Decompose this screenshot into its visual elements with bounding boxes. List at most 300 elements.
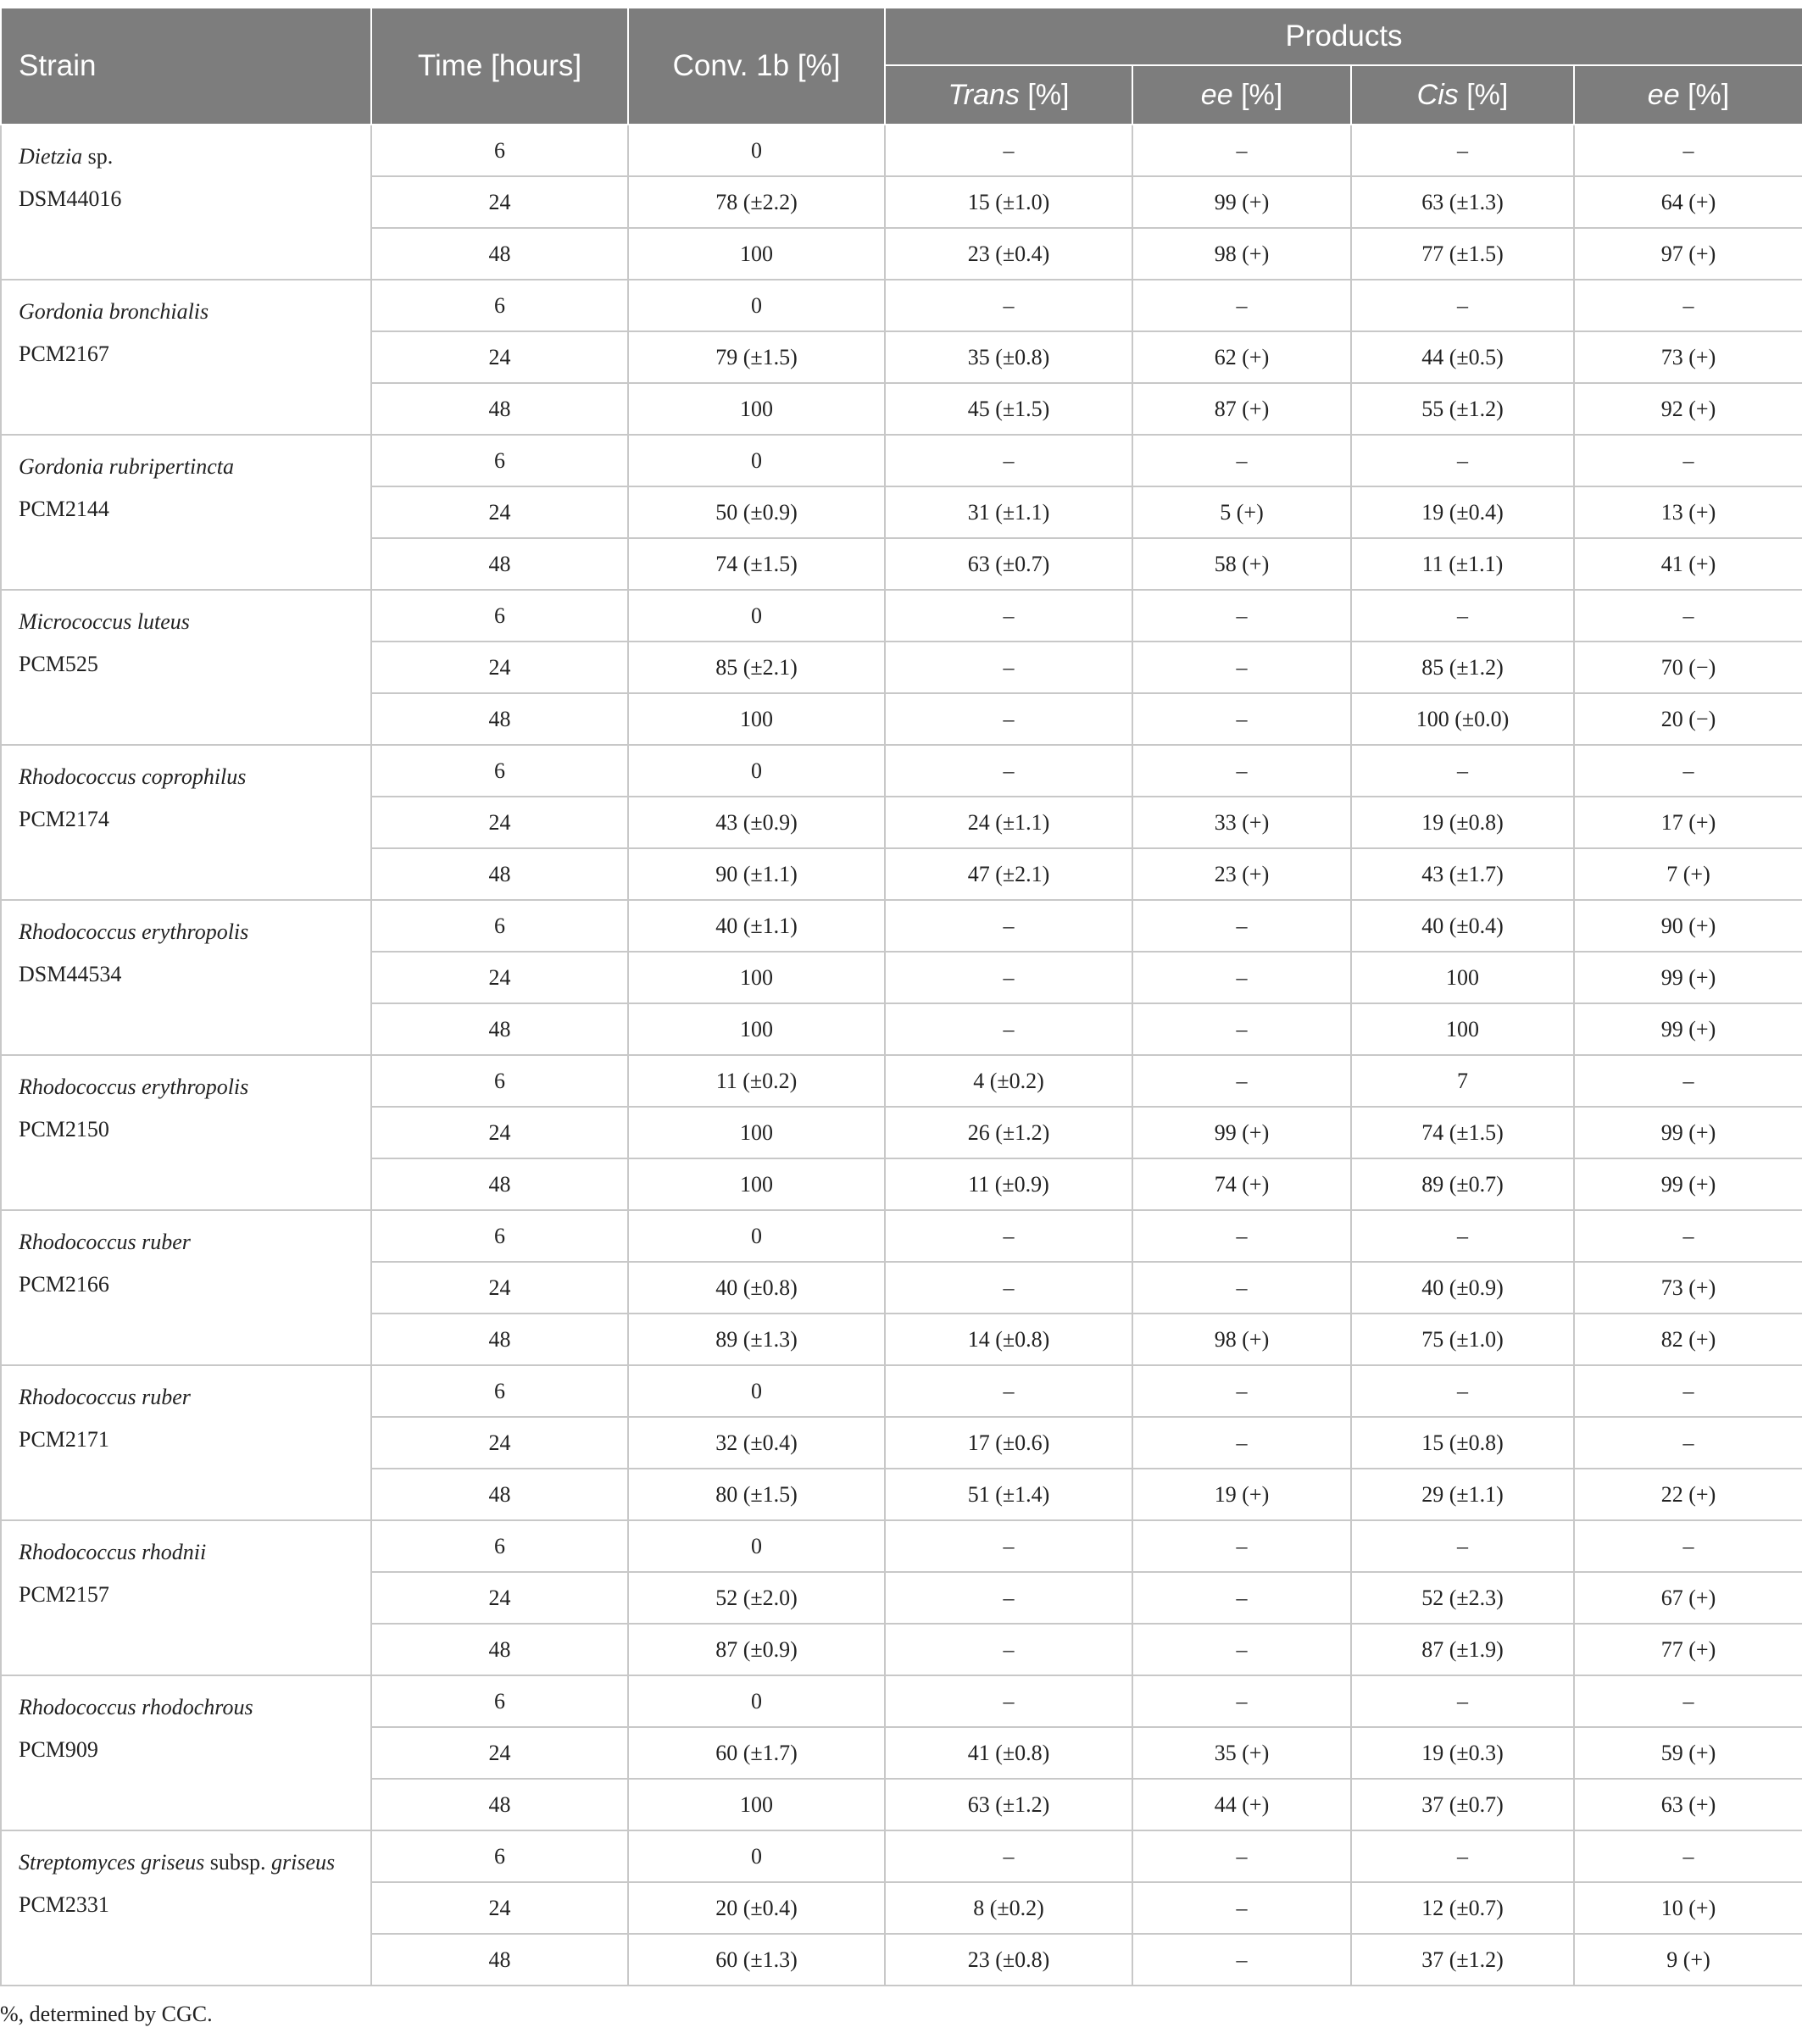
ee-trans-cell: – — [1132, 1830, 1351, 1882]
trans-cell: – — [885, 745, 1132, 797]
ee-trans-cell: – — [1132, 1365, 1351, 1417]
conversion-cell: 100 — [628, 1779, 885, 1830]
ee-trans-cell: 87 (+) — [1132, 383, 1351, 435]
ee-trans-cell: 99 (+) — [1132, 1107, 1351, 1158]
time-cell: 48 — [371, 228, 628, 280]
strain-species-name: Gordonia rubripertincta — [19, 454, 234, 479]
ee-cis-cell: – — [1574, 280, 1802, 331]
strain-cell — [1, 1675, 371, 1830]
ee-cis-cell: – — [1574, 1830, 1802, 1882]
strain-species-name: Dietzia — [19, 144, 83, 169]
trans-cell: 26 (±1.2) — [885, 1107, 1132, 1158]
ee-cis-cell: 10 (+) — [1574, 1882, 1802, 1934]
cis-cell: 40 (±0.4) — [1351, 900, 1574, 952]
time-cell: 48 — [371, 693, 628, 745]
ee-trans-cell: – — [1132, 1675, 1351, 1727]
table-row — [1, 900, 1802, 952]
time-cell: 6 — [371, 590, 628, 642]
ee-trans-cell: – — [1132, 590, 1351, 642]
strain-code: PCM2150 — [19, 1117, 109, 1141]
strain-cell — [1, 1365, 371, 1520]
strain-species — [19, 756, 370, 798]
results-table-container — [0, 7, 1802, 1986]
ee-cis-cell: 82 (+) — [1574, 1314, 1802, 1365]
strain-cell — [1, 1055, 371, 1210]
conversion-cell: 0 — [628, 280, 885, 331]
cis-cell: 12 (±0.7) — [1351, 1882, 1574, 1934]
conversion-cell: 100 — [628, 1158, 885, 1210]
strain-cell — [1, 590, 371, 745]
strain-cell — [1, 1210, 371, 1365]
trans-cell: – — [885, 1624, 1132, 1675]
time-cell: 24 — [371, 1417, 628, 1469]
strain-cell — [1, 1520, 371, 1675]
ee-trans-cell: 23 (+) — [1132, 848, 1351, 900]
table-row — [1, 125, 1802, 176]
header-trans — [885, 65, 1132, 125]
time-cell: 6 — [371, 1830, 628, 1882]
time-cell: 6 — [371, 280, 628, 331]
ee-cis-cell: 41 (+) — [1574, 538, 1802, 590]
ee-trans-cell: 98 (+) — [1132, 228, 1351, 280]
conversion-cell: 32 (±0.4) — [628, 1417, 885, 1469]
trans-cell: 63 (±1.2) — [885, 1779, 1132, 1830]
cis-cell: – — [1351, 1520, 1574, 1572]
cis-cell: – — [1351, 1365, 1574, 1417]
strain-code: PCM525 — [19, 652, 98, 676]
trans-cell: – — [885, 952, 1132, 1003]
ee-trans-cell: 74 (+) — [1132, 1158, 1351, 1210]
ee-cis-cell: 63 (+) — [1574, 1779, 1802, 1830]
conversion-cell: 0 — [628, 1830, 885, 1882]
time-cell: 48 — [371, 1158, 628, 1210]
conversion-cell: 0 — [628, 125, 885, 176]
strain-species — [19, 911, 370, 953]
trans-cell: – — [885, 590, 1132, 642]
ee-cis-cell: 13 (+) — [1574, 486, 1802, 538]
ee-cis-cell: 97 (+) — [1574, 228, 1802, 280]
strain-species-name: Rhodococcus rhodochrous — [19, 1695, 253, 1719]
table-row — [1, 590, 1802, 642]
ee-trans-cell: 19 (+) — [1132, 1469, 1351, 1520]
ee-trans-cell: – — [1132, 125, 1351, 176]
cis-cell: 63 (±1.3) — [1351, 176, 1574, 228]
time-cell: 24 — [371, 797, 628, 848]
cis-cell: – — [1351, 125, 1574, 176]
trans-cell: 14 (±0.8) — [885, 1314, 1132, 1365]
strain-cell — [1, 745, 371, 900]
strain-species-name: Streptomyces griseus — [19, 1850, 205, 1875]
table-footnote: %, determined by CGC. — [0, 2002, 213, 2026]
cis-cell: 29 (±1.1) — [1351, 1469, 1574, 1520]
ee-cis-cell: 77 (+) — [1574, 1624, 1802, 1675]
time-cell: 24 — [371, 1727, 628, 1779]
time-cell: 24 — [371, 1882, 628, 1934]
header-time: Time [hours] — [371, 8, 628, 125]
trans-cell: 4 (±0.2) — [885, 1055, 1132, 1107]
ee-cis-cell: – — [1574, 1365, 1802, 1417]
strain-species-name: Gordonia bronchialis — [19, 299, 209, 324]
trans-cell: – — [885, 125, 1132, 176]
cis-cell: – — [1351, 1830, 1574, 1882]
strain-cell — [1, 1830, 371, 1986]
trans-cell: – — [885, 435, 1132, 486]
conversion-cell: 89 (±1.3) — [628, 1314, 885, 1365]
ee-trans-cell: 99 (+) — [1132, 176, 1351, 228]
ee-trans-cell: – — [1132, 1624, 1351, 1675]
conversion-cell: 100 — [628, 952, 885, 1003]
ee-cis-cell: 99 (+) — [1574, 1158, 1802, 1210]
cis-cell: 7 — [1351, 1055, 1574, 1107]
cis-cell: 19 (±0.4) — [1351, 486, 1574, 538]
trans-cell: 63 (±0.7) — [885, 538, 1132, 590]
time-cell: 6 — [371, 745, 628, 797]
time-cell: 24 — [371, 642, 628, 693]
strain-species-name: Rhodococcus coprophilus — [19, 764, 247, 789]
cis-cell: 15 (±0.8) — [1351, 1417, 1574, 1469]
time-cell: 24 — [371, 1572, 628, 1624]
ee-cis-cell: 73 (+) — [1574, 331, 1802, 383]
ee-trans-cell: – — [1132, 1262, 1351, 1314]
conversion-cell: 79 (±1.5) — [628, 331, 885, 383]
cis-cell: 55 (±1.2) — [1351, 383, 1574, 435]
time-cell: 24 — [371, 331, 628, 383]
ee-trans-cell: 98 (+) — [1132, 1314, 1351, 1365]
strain-species-name: Rhodococcus erythropolis — [19, 919, 249, 944]
cis-cell: 77 (±1.5) — [1351, 228, 1574, 280]
time-cell: 6 — [371, 125, 628, 176]
conversion-cell: 11 (±0.2) — [628, 1055, 885, 1107]
time-cell: 24 — [371, 176, 628, 228]
trans-cell: 35 (±0.8) — [885, 331, 1132, 383]
ee-trans-cell: – — [1132, 1003, 1351, 1055]
ee-trans-cell: 33 (+) — [1132, 797, 1351, 848]
time-cell: 48 — [371, 1314, 628, 1365]
ee-cis-cell: 64 (+) — [1574, 176, 1802, 228]
ee-cis-cell: 70 (−) — [1574, 642, 1802, 693]
cis-cell: 87 (±1.9) — [1351, 1624, 1574, 1675]
cis-cell: 37 (±0.7) — [1351, 1779, 1574, 1830]
strain-code: DSM44534 — [19, 962, 122, 986]
ee-trans-cell: – — [1132, 642, 1351, 693]
time-cell: 24 — [371, 952, 628, 1003]
header-ee-label: ee — [1200, 78, 1233, 111]
cis-cell: – — [1351, 1210, 1574, 1262]
time-cell: 6 — [371, 1055, 628, 1107]
ee-trans-cell: – — [1132, 1934, 1351, 1986]
ee-trans-cell: 44 (+) — [1132, 1779, 1351, 1830]
header-ee-unit: [%] — [1232, 78, 1283, 111]
conversion-cell: 0 — [628, 745, 885, 797]
cis-cell: – — [1351, 435, 1574, 486]
trans-cell: – — [885, 1572, 1132, 1624]
header-conversion: Conv. 1b [%] — [628, 8, 885, 125]
table-row — [1, 280, 1802, 331]
ee-trans-cell: – — [1132, 1417, 1351, 1469]
header-cis-label: Cis — [1416, 78, 1459, 111]
ee-trans-cell: – — [1132, 435, 1351, 486]
table-row — [1, 1675, 1802, 1727]
ee-cis-cell: – — [1574, 1675, 1802, 1727]
time-cell: 6 — [371, 1675, 628, 1727]
trans-cell: – — [885, 1830, 1132, 1882]
strain-species — [19, 1376, 370, 1419]
strain-code: PCM2166 — [19, 1272, 109, 1297]
ee-trans-cell: – — [1132, 693, 1351, 745]
trans-cell: 31 (±1.1) — [885, 486, 1132, 538]
ee-cis-cell: 9 (+) — [1574, 1934, 1802, 1986]
strain-code: PCM2331 — [19, 1892, 109, 1917]
time-cell: 6 — [371, 1365, 628, 1417]
header-products: Products — [885, 8, 1802, 65]
ee-cis-cell: 92 (+) — [1574, 383, 1802, 435]
header-cis-unit: [%] — [1458, 78, 1509, 111]
trans-cell: – — [885, 1520, 1132, 1572]
table-row — [1, 745, 1802, 797]
strain-species — [19, 1066, 370, 1108]
ee-trans-cell: – — [1132, 280, 1351, 331]
strain-species — [19, 1686, 370, 1729]
table-row — [1, 1830, 1802, 1882]
strain-species — [19, 1221, 370, 1264]
trans-cell: 45 (±1.5) — [885, 383, 1132, 435]
strain-code: PCM2171 — [19, 1427, 109, 1452]
cis-cell: 100 — [1351, 952, 1574, 1003]
time-cell: 48 — [371, 1624, 628, 1675]
cis-cell: – — [1351, 1675, 1574, 1727]
time-cell: 6 — [371, 900, 628, 952]
strain-cell — [1, 280, 371, 435]
strain-cell — [1, 435, 371, 590]
ee-cis-cell: 67 (+) — [1574, 1572, 1802, 1624]
ee-trans-cell: – — [1132, 1520, 1351, 1572]
ee-trans-cell: 62 (+) — [1132, 331, 1351, 383]
conversion-cell: 78 (±2.2) — [628, 176, 885, 228]
ee-cis-cell: 99 (+) — [1574, 1003, 1802, 1055]
ee-cis-cell: – — [1574, 435, 1802, 486]
ee-trans-cell: 35 (+) — [1132, 1727, 1351, 1779]
ee-cis-cell: – — [1574, 745, 1802, 797]
trans-cell: 17 (±0.6) — [885, 1417, 1132, 1469]
time-cell: 6 — [371, 1210, 628, 1262]
header-ee2-unit: [%] — [1679, 78, 1730, 111]
ee-trans-cell: 5 (+) — [1132, 486, 1351, 538]
conversion-cell: 20 (±0.4) — [628, 1882, 885, 1934]
conversion-cell: 43 (±0.9) — [628, 797, 885, 848]
time-cell: 6 — [371, 435, 628, 486]
conversion-cell: 60 (±1.3) — [628, 1934, 885, 1986]
conversion-cell: 50 (±0.9) — [628, 486, 885, 538]
strain-species-tail: griseus — [271, 1850, 336, 1875]
trans-cell: – — [885, 1210, 1132, 1262]
strain-code: PCM2144 — [19, 497, 109, 521]
ee-trans-cell: – — [1132, 900, 1351, 952]
conversion-cell: 90 (±1.1) — [628, 848, 885, 900]
ee-cis-cell: 17 (+) — [1574, 797, 1802, 848]
trans-cell: 8 (±0.2) — [885, 1882, 1132, 1934]
time-cell: 48 — [371, 383, 628, 435]
ee-cis-cell: 22 (+) — [1574, 1469, 1802, 1520]
time-cell: 48 — [371, 1003, 628, 1055]
time-cell: 48 — [371, 1779, 628, 1830]
trans-cell: 41 (±0.8) — [885, 1727, 1132, 1779]
header-ee-cis — [1574, 65, 1802, 125]
table-row — [1, 1520, 1802, 1572]
time-cell: 24 — [371, 1107, 628, 1158]
trans-cell: 24 (±1.1) — [885, 797, 1132, 848]
time-cell: 48 — [371, 848, 628, 900]
table-header — [1, 8, 1802, 125]
conversion-cell: 100 — [628, 693, 885, 745]
trans-cell: – — [885, 693, 1132, 745]
strain-species — [19, 291, 370, 333]
ee-cis-cell: – — [1574, 125, 1802, 176]
conversion-cell: 0 — [628, 435, 885, 486]
conversion-cell: 0 — [628, 1675, 885, 1727]
strain-species — [19, 601, 370, 643]
trans-cell: – — [885, 1675, 1132, 1727]
table-row — [1, 1365, 1802, 1417]
strain-species-name: Micrococcus luteus — [19, 609, 190, 634]
table-row — [1, 435, 1802, 486]
conversion-cell: 60 (±1.7) — [628, 1727, 885, 1779]
cis-cell: 40 (±0.9) — [1351, 1262, 1574, 1314]
results-table — [0, 7, 1802, 1986]
ee-cis-cell: – — [1574, 590, 1802, 642]
trans-cell: – — [885, 642, 1132, 693]
header-ee-trans — [1132, 65, 1351, 125]
cis-cell: 74 (±1.5) — [1351, 1107, 1574, 1158]
strain-cell — [1, 900, 371, 1055]
strain-code: PCM2174 — [19, 807, 109, 831]
ee-cis-cell: 7 (+) — [1574, 848, 1802, 900]
ee-trans-cell: – — [1132, 952, 1351, 1003]
ee-trans-cell: – — [1132, 1572, 1351, 1624]
time-cell: 48 — [371, 1469, 628, 1520]
conversion-cell: 40 (±0.8) — [628, 1262, 885, 1314]
time-cell: 24 — [371, 1262, 628, 1314]
ee-cis-cell: – — [1574, 1055, 1802, 1107]
trans-cell: 23 (±0.8) — [885, 1934, 1132, 1986]
cis-cell: 85 (±1.2) — [1351, 642, 1574, 693]
cis-cell: 11 (±1.1) — [1351, 538, 1574, 590]
trans-cell: 15 (±1.0) — [885, 176, 1132, 228]
ee-cis-cell: 99 (+) — [1574, 952, 1802, 1003]
conversion-cell: 100 — [628, 228, 885, 280]
conversion-cell: 52 (±2.0) — [628, 1572, 885, 1624]
cis-cell: – — [1351, 280, 1574, 331]
conversion-cell: 100 — [628, 1107, 885, 1158]
conversion-cell: 100 — [628, 383, 885, 435]
trans-cell: 23 (±0.4) — [885, 228, 1132, 280]
conversion-cell: 0 — [628, 1365, 885, 1417]
strain-code: PCM2157 — [19, 1582, 109, 1607]
cis-cell: – — [1351, 745, 1574, 797]
time-cell: 6 — [371, 1520, 628, 1572]
time-cell: 24 — [371, 486, 628, 538]
strain-species-suffix: sp. — [82, 144, 114, 169]
header-trans-unit: [%] — [1019, 78, 1070, 111]
ee-trans-cell: – — [1132, 1210, 1351, 1262]
cis-cell: 52 (±2.3) — [1351, 1572, 1574, 1624]
trans-cell: – — [885, 900, 1132, 952]
ee-trans-cell: – — [1132, 1882, 1351, 1934]
trans-cell: 51 (±1.4) — [885, 1469, 1132, 1520]
cis-cell: 100 (±0.0) — [1351, 693, 1574, 745]
cis-cell: – — [1351, 590, 1574, 642]
cis-cell: 75 (±1.0) — [1351, 1314, 1574, 1365]
conversion-cell: 85 (±2.1) — [628, 642, 885, 693]
strain-species-name: Rhodococcus ruber — [19, 1230, 191, 1254]
ee-cis-cell: – — [1574, 1520, 1802, 1572]
ee-cis-cell: 99 (+) — [1574, 1107, 1802, 1158]
ee-cis-cell: – — [1574, 1417, 1802, 1469]
cis-cell: 37 (±1.2) — [1351, 1934, 1574, 1986]
cis-cell: 100 — [1351, 1003, 1574, 1055]
conversion-cell: 100 — [628, 1003, 885, 1055]
time-cell: 48 — [371, 538, 628, 590]
strain-species — [19, 1531, 370, 1574]
trans-cell: 11 (±0.9) — [885, 1158, 1132, 1210]
conversion-cell: 0 — [628, 1520, 885, 1572]
cis-cell: 43 (±1.7) — [1351, 848, 1574, 900]
strain-species — [19, 1841, 370, 1884]
conversion-cell: 87 (±0.9) — [628, 1624, 885, 1675]
trans-cell: – — [885, 1262, 1132, 1314]
strain-species — [19, 446, 370, 488]
strain-species-name: Rhodococcus erythropolis — [19, 1075, 249, 1099]
strain-species-name: Rhodococcus rhodnii — [19, 1540, 207, 1564]
cis-cell: 19 (±0.8) — [1351, 797, 1574, 848]
cis-cell: 89 (±0.7) — [1351, 1158, 1574, 1210]
strain-species-suffix: subsp. — [204, 1850, 272, 1875]
ee-cis-cell: 20 (−) — [1574, 693, 1802, 745]
header-trans-label: Trans — [948, 78, 1020, 111]
table-row — [1, 1055, 1802, 1107]
conversion-cell: 80 (±1.5) — [628, 1469, 885, 1520]
cis-cell: 19 (±0.3) — [1351, 1727, 1574, 1779]
header-ee2-label: ee — [1647, 78, 1680, 111]
conversion-cell: 0 — [628, 1210, 885, 1262]
ee-trans-cell: – — [1132, 1055, 1351, 1107]
ee-trans-cell: – — [1132, 745, 1351, 797]
cis-cell: 44 (±0.5) — [1351, 331, 1574, 383]
header-cis — [1351, 65, 1574, 125]
table-row — [1, 1210, 1802, 1262]
ee-cis-cell: 73 (+) — [1574, 1262, 1802, 1314]
ee-cis-cell: – — [1574, 1210, 1802, 1262]
strain-code: DSM44016 — [19, 186, 122, 211]
time-cell: 48 — [371, 1934, 628, 1986]
conversion-cell: 0 — [628, 590, 885, 642]
strain-cell — [1, 125, 371, 280]
strain-species — [19, 136, 370, 178]
ee-trans-cell: 58 (+) — [1132, 538, 1351, 590]
conversion-cell: 40 (±1.1) — [628, 900, 885, 952]
strain-species-name: Rhodococcus ruber — [19, 1385, 191, 1409]
trans-cell: 47 (±2.1) — [885, 848, 1132, 900]
strain-code: PCM909 — [19, 1737, 98, 1762]
conversion-cell: 74 (±1.5) — [628, 538, 885, 590]
trans-cell: – — [885, 1365, 1132, 1417]
ee-cis-cell: 59 (+) — [1574, 1727, 1802, 1779]
header-strain: Strain — [1, 8, 371, 125]
table-body — [1, 125, 1802, 1986]
ee-cis-cell: 90 (+) — [1574, 900, 1802, 952]
trans-cell: – — [885, 1003, 1132, 1055]
strain-code: PCM2167 — [19, 342, 109, 366]
trans-cell: – — [885, 280, 1132, 331]
